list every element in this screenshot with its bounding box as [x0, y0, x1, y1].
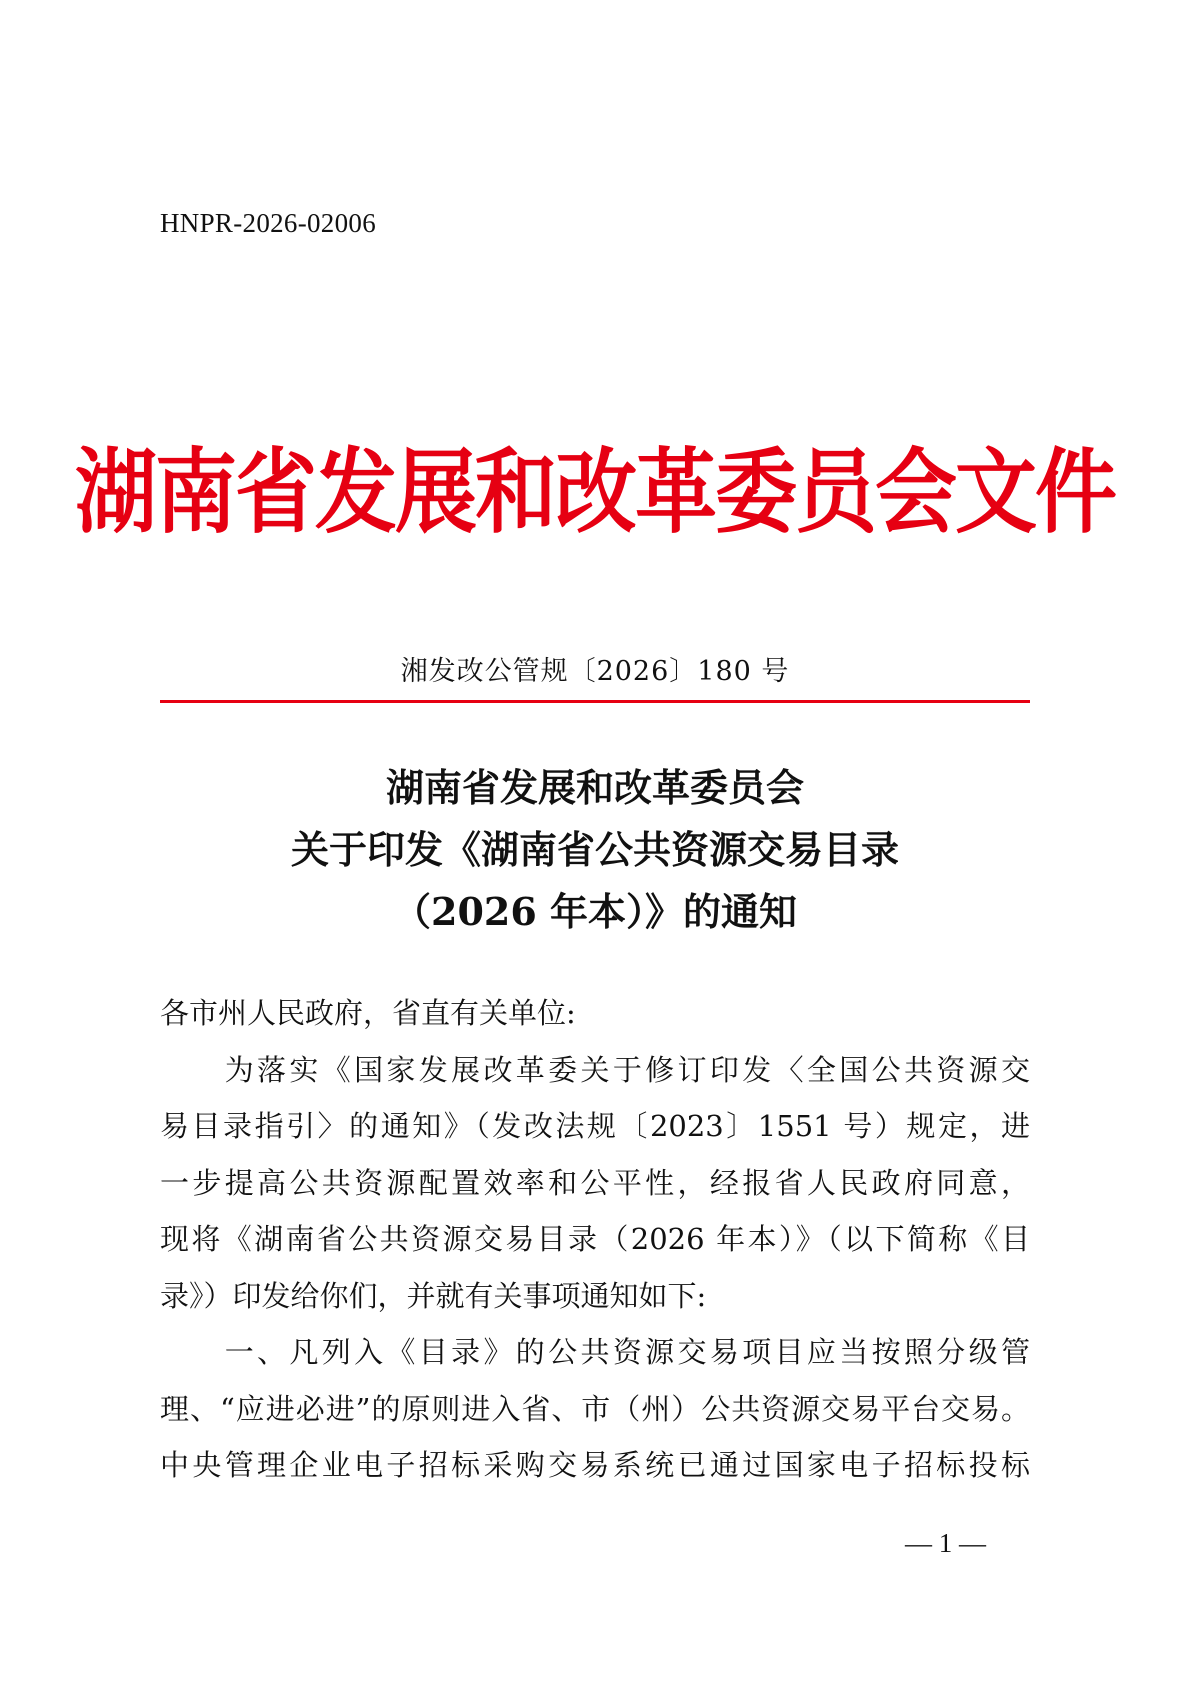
body-line: 录》）印发给你们，并就有关事项通知如下:: [160, 1278, 707, 1313]
document-title: [0, 757, 1190, 943]
title-line: 关于印发《湖南省公共资源交易目录: [290, 827, 899, 872]
title-line: （2026 年本）》的通知: [393, 889, 797, 934]
salutation: 各市州人民政府，省直有关单位:: [160, 996, 576, 1030]
body-line: 易目录指引〉的通知》（发改法规〔2023〕1551 号）规定，进: [160, 1109, 1030, 1143]
document-body: [160, 985, 1030, 1494]
body-line: 理、“应进必进”的原则进入省、市（州）公共资源交易平台交易。: [160, 1391, 1030, 1426]
title-line: 湖南省发展和改革委员会: [385, 765, 804, 810]
body-line: 现将《湖南省公共资源交易目录（2026 年本）》（以下简称《目: [160, 1222, 1030, 1256]
body-line: 中央管理企业电子招标采购交易系统已通过国家电子招标投标: [160, 1448, 1030, 1482]
body-line: 为落实《国家发展改革委关于修订印发〈全国公共资源交: [160, 1052, 1030, 1087]
document-number: 湘发改公管规〔2026〕180 号: [400, 656, 790, 687]
document-code: HNPR-2026-02006: [160, 208, 377, 238]
red-divider: [160, 700, 1030, 703]
issuing-authority-header: 湖南省发展和改革委员会文件: [74, 440, 1115, 547]
page-number: — 1 —: [905, 1528, 986, 1558]
body-line: 一步提高公共资源配置效率和公平性，经报省人民政府同意，: [160, 1165, 1030, 1200]
body-line: 一、凡列入《目录》的公共资源交易项目应当按照分级管: [160, 1335, 1030, 1369]
